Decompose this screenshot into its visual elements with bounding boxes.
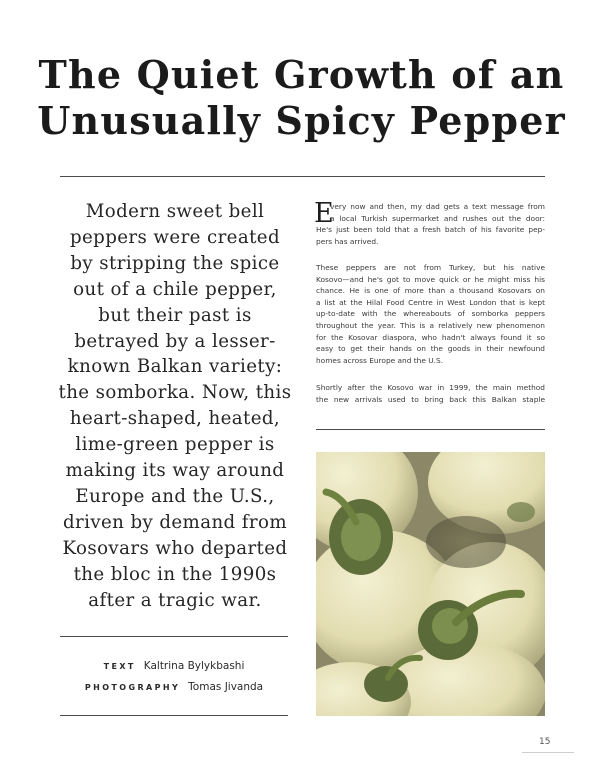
title-line-2: Unusually Spicy Pepper [37, 98, 566, 143]
deck-line: driven by demand from [62, 511, 288, 533]
body-column-divider [316, 429, 545, 430]
deck-line: Europe and the U.S., [75, 485, 275, 507]
page-number-underline [522, 752, 574, 753]
deck-line: Modern sweet bell [85, 201, 265, 222]
deck-line: the somborka. Now, this [58, 382, 292, 404]
body-paragraph-2 [316, 262, 545, 366]
body-line: Kosovo—and he's got to move quick or he might miss his [316, 274, 545, 284]
body-line: Shortly after the Kosovo war in 1999, the main method [316, 383, 545, 392]
body-line: easy to get their hands on the goods in their newfound [316, 344, 545, 354]
body-line: the new arrivals used to bring back this Balkan staple [316, 394, 545, 404]
photographer-credit [40, 681, 308, 693]
photographer-name: Tomas Jivanda [188, 681, 264, 693]
deck-line: but their past is [98, 304, 252, 326]
deck-line: betrayed by a lesser- [74, 330, 276, 352]
body-line: for the Kosovar diaspora, who hadn't always found it so [316, 332, 545, 342]
body-line: up-to-date with the whereabouts of somborka peppers [316, 309, 545, 319]
body-paragraph-3 [316, 382, 545, 405]
credits-bottom-divider [60, 715, 288, 716]
title-divider [60, 176, 545, 177]
deck-line: out of a chile pepper, [73, 278, 277, 300]
deck-line: Kosovars who departed [62, 537, 288, 559]
author-credit [40, 660, 308, 672]
body-line: He's just been told that a fresh batch of his favorite pep- [316, 225, 545, 235]
deck-line: heart-shaped, heated, [69, 408, 281, 430]
deck-line: lime-green pepper is [75, 434, 275, 456]
deck-line: known Balkan variety: [67, 356, 283, 378]
body-paragraph-1 [314, 198, 545, 247]
body-line: a local Turkish supermarket and rushes out the door: [330, 213, 545, 223]
body-line: throughout the year. This is a relatively new phenomenon [316, 320, 545, 330]
page-number: 15 [539, 737, 551, 747]
body-line: These peppers are not from Turkey, but his native [316, 263, 545, 272]
article-deck [44, 199, 306, 614]
author-name: Kaltrina Bylykbashi [143, 660, 245, 672]
body-line: homes across Europe and the U.S. [316, 355, 444, 365]
body-line: chance. He is one of more than a thousand Kosovars on [316, 286, 545, 296]
author-credit-label: TEXT [103, 662, 136, 671]
article-title [20, 52, 583, 144]
body-line: a list at the Hilal Food Centre in West London that is kept [316, 297, 545, 307]
deck-line: after a tragic war. [88, 589, 262, 611]
deck-line: peppers were created [69, 226, 281, 248]
drop-cap: E [314, 198, 334, 229]
photographer-credit-label: PHOTOGRAPHY [84, 683, 181, 692]
body-line: very now and then, my dad gets a text message from [330, 202, 545, 211]
pepper-photo [316, 452, 545, 716]
deck-line: the bloc in the 1990s [73, 563, 277, 585]
credits-top-divider [60, 636, 288, 637]
title-line-1: The Quiet Growth of an [38, 52, 565, 97]
deck-line: by stripping the spice [70, 252, 280, 274]
body-line: pers has arrived. [316, 236, 379, 246]
deck-line: making its way around [65, 460, 285, 482]
